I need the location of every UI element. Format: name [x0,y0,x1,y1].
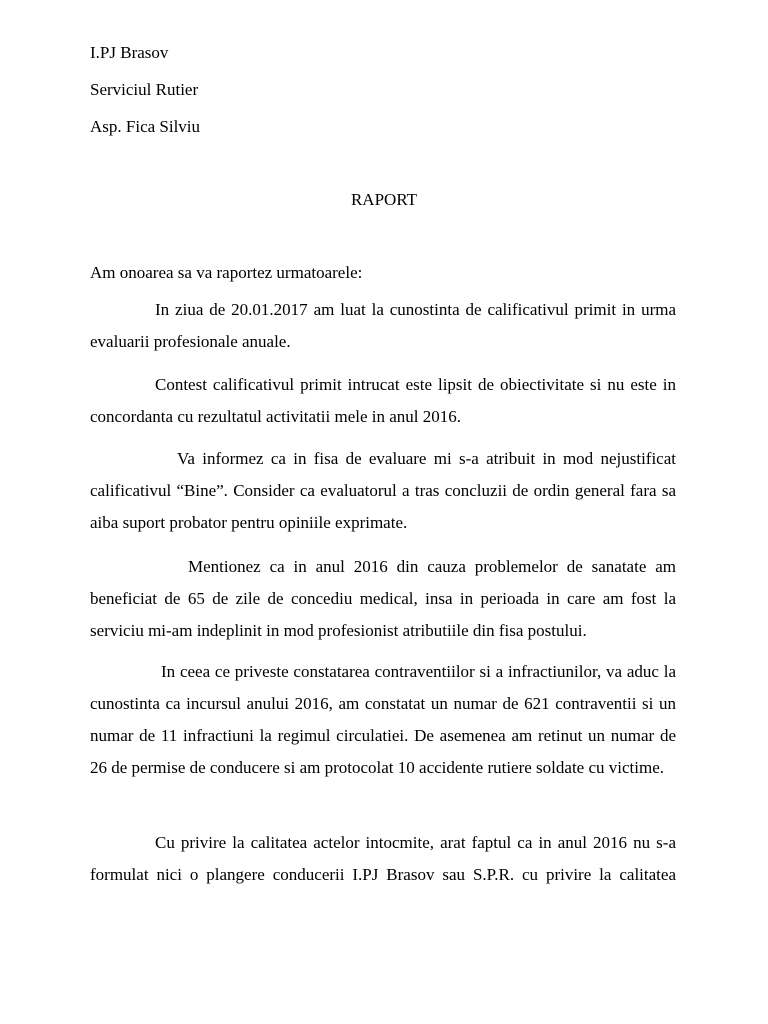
header-department: Serviciul Rutier [90,80,199,99]
report-title: RAPORT [350,190,418,209]
header-author: Asp. Fica Silviu [90,117,201,136]
paragraph-3: Va informez ca in fisa de evaluare mi s-a atribuit in mod nejustificat calificativul “Bine”. Consider ca evaluatorul a tras concluzii de ordin general fara sa aiba suport probator pentru opiniile exprimate. [90,449,676,532]
paragraph-2: Contest calificativul primit intrucat este lipsit de obiectivitate si nu este in concordanta cu rezultatul activitatii mele in anul 2016. [90,375,676,426]
paragraph-1: In ziua de 20.01.2017 am luat la cunostinta de calificativul primit in urma evaluarii profesionale anuale. [90,300,676,351]
paragraph-6: Cu privire la calitatea actelor intocmite, arat faptul ca in anul 2016 nu s-a formulat nici o plangere conducerii I.PJ Brasov sau S.P.R. cu privire la calitatea [90,833,676,884]
header-institution: I.PJ Brasov [90,43,169,62]
paragraph-5: In ceea ce priveste constatarea contraventiilor si a infractiunilor, va aduc la cunostinta ca incursul anului 2016, am constatat un numar de 621 contraventii si un numar de 11 infractiuni la regimul circulatiei. De asemenea am retinut un numar de 26 de permise de conducere si am protocolat 10 accidente rutiere soldate cu victime. [90,662,676,777]
greeting-line: Am onoarea sa va raportez urmatoarele: [90,263,363,282]
paragraph-4: Mentionez ca in anul 2016 din cauza problemelor de sanatate am beneficiat de 65 de zile de concediu medical, insa in perioada in care am fost la serviciu mi-am indeplinit in mod profesionist atributiile din fisa postului. [90,557,676,640]
